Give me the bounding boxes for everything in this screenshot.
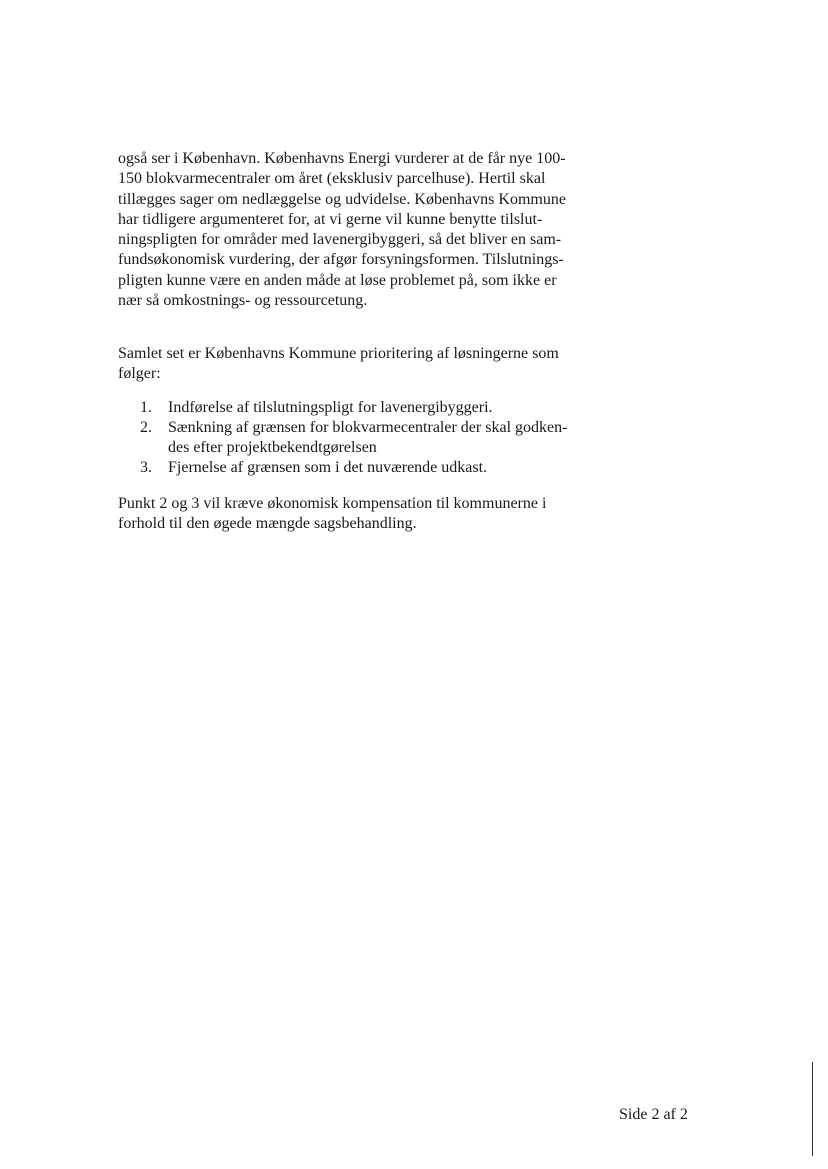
paragraph-2-line: følger:	[118, 365, 161, 383]
list-text	[168, 418, 567, 458]
paragraph-1-line: ningspligten for områder med lavenergibyggeri, så det bliver en sam-	[118, 231, 562, 249]
scan-edge-line	[812, 1062, 813, 1156]
list-item	[140, 418, 567, 458]
paragraph-3-line: Punkt 2 og 3 vil kræve økonomisk kompensation til kommunerne i	[118, 495, 547, 512]
list-text	[168, 398, 493, 418]
paragraph-3-line: forhold til den øgede mængde sagsbehandling.	[118, 515, 417, 533]
paragraph-1-line: nær så omkostnings- og ressourcetung.	[118, 292, 368, 310]
list-number: 1.	[140, 399, 152, 416]
list-text	[168, 458, 487, 478]
paragraph-2-line: Samlet set er Københavns Kommune prioritering af løsningerne som	[118, 345, 559, 362]
list-text-line: Indførelse af tilslutningspligt for lavenergibyggeri.	[168, 399, 493, 416]
list-number: 3.	[140, 459, 152, 476]
page-number: Side 2 af 2	[619, 1106, 688, 1123]
paragraph-1-line: også ser i København. Københavns Energi vurderer at de får nye 100-	[118, 150, 566, 167]
paragraph-1-line: har tidligere argumenteret for, at vi gerne vil kunne benytte tilslut-	[118, 210, 543, 228]
list-text-line: Sænkning af grænsen for blokvarmecentraler der skal godken-	[168, 419, 568, 436]
paragraph-1-line: fundsøkonomisk vurdering, der afgør forsyningsformen. Tilslutnings-	[118, 251, 564, 269]
list-text-line: Fjernelse af grænsen som i det nuværende udkast.	[168, 459, 488, 476]
paragraph-2	[118, 344, 559, 385]
list-item	[140, 398, 567, 418]
paragraph-1-line: tillægges sager om nedlæggelse og udvidelse. Københavns Kommune	[118, 190, 566, 208]
paragraph-1-line: pligten kunne være en anden måde at løse problemet på, som ikke er	[118, 271, 557, 289]
paragraph-1-line: 150 blokvarmecentraler om året (eksklusiv parcelhuse). Hertil skal	[118, 170, 546, 188]
list-text-line: des efter projektbekendtgørelsen	[168, 439, 377, 456]
list-item	[140, 458, 567, 478]
document-body	[118, 149, 598, 533]
paragraph-1	[118, 149, 598, 311]
paragraph-3	[118, 494, 546, 535]
priority-list	[140, 398, 567, 478]
list-number: 2.	[140, 419, 152, 436]
